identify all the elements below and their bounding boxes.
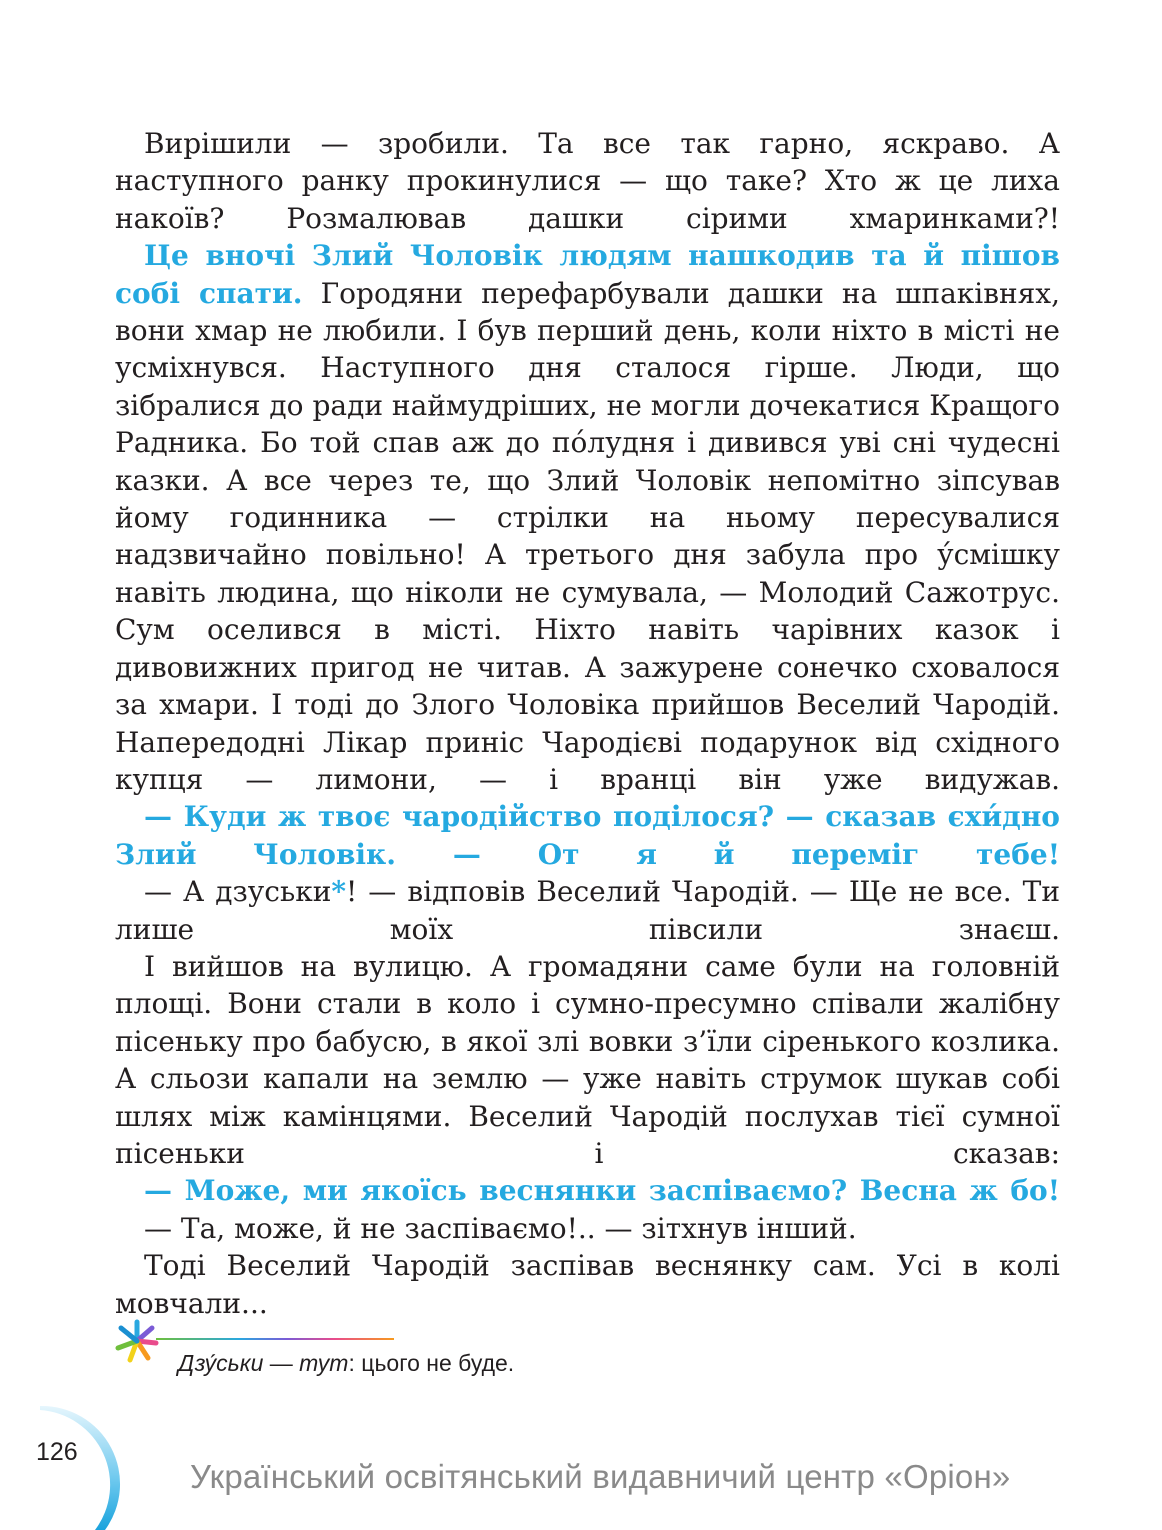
paragraph-2-text: Городяни перефарбували дашки на шпаківнях, вони хмар не любили. І був перший день, коли ніхто в місті не усміхнувся. Наступного дня сталося гірше. Люди, що зібралися до ради наймудріших, не могли дочекатися Кращого Радника. Бо той спав аж до по́лудня і дивився уві сні чудесні казки. А все через те, що Злий Чоловік непомітно зіпсував йому годинника — стрілки на ньому пересувалися надзвичайно повільно! А третього дня забула про у́смішку навіть людина, що ніколи не сумувала, — Молодий Сажотрус. Сум оселився в місті. Ніхто навіть чарівних казок і дивовижних пригод не читав. А зажурене сонечко сховалося за хмари. І тоді до Злого Чоловіка прийшов Веселий Чародій. Напередодні Лікар приніс Чародієві подарунок від східного купця — лимони, — і вранці він уже видужав.	[115, 276, 1060, 796]
footnote-marker[interactable]: *	[331, 875, 347, 909]
paragraph-5: І вийшов на вулицю. А громадяни саме були на головній площі. Вони стали в коло і сумно-пресумно співали жалібну пісеньку про бабусю, в якої злі вовки з’їли сіренького козлика. А сльози капали на землю — уже навіть струмок шукав собі шлях між камінцями. Веселий Чародій послухав тієї сумної пісеньки і сказав:	[115, 949, 1060, 1170]
paragraph-8: Тоді Веселий Чародій заспівав веснянку сам. Усі в колі мовчали...	[115, 1249, 1060, 1320]
footnote-rule	[156, 1338, 394, 1340]
publisher-name: Український освітянський видавничий центр «Оріон»	[190, 1458, 1011, 1495]
dialogue-sigh: — Та, може, й не заспіваємо!.. — зітхнув інший.	[144, 1211, 857, 1245]
footnote-term: Дзу́ськи	[178, 1350, 264, 1376]
paragraph-1: Вирішили — зробили. Та все так гарно, яскраво. А наступного ранку прокинулися — що таке? Хто ж це лиха накоїв? Розмалював дашки сірими хмаринками?!	[115, 127, 1060, 235]
dialogue-evil-man: — Куди ж твоє чародійство поділося? — сказав єхи́дно Злий Чоловік. — От я й переміг тебе!	[115, 800, 1060, 871]
footnote: Дзу́ськи — тут: цього не буде.	[178, 1350, 515, 1376]
dialogue-spring-song: — Може, ми якоїсь веснянки заспіваємо? Весна ж бо!	[144, 1174, 1060, 1208]
highlighted-sentence: Це вночі Злий Чоловік людям нашкодив та й пішов собі спати.	[115, 239, 1060, 310]
footnote-definition: : цього не буде.	[348, 1350, 515, 1376]
page-number: 126	[36, 1438, 78, 1466]
asterisk-flower-icon	[114, 1318, 160, 1364]
dialogue-wizard-reply: — А дзуськи*! — відповів Веселий Чародій. — Ще не все. Ти лише моїх півсили знаєш.	[115, 875, 1060, 946]
footnote-qualifier: тут	[299, 1350, 349, 1376]
paragraph-2	[115, 237, 1060, 798]
story-text	[115, 125, 1060, 1322]
